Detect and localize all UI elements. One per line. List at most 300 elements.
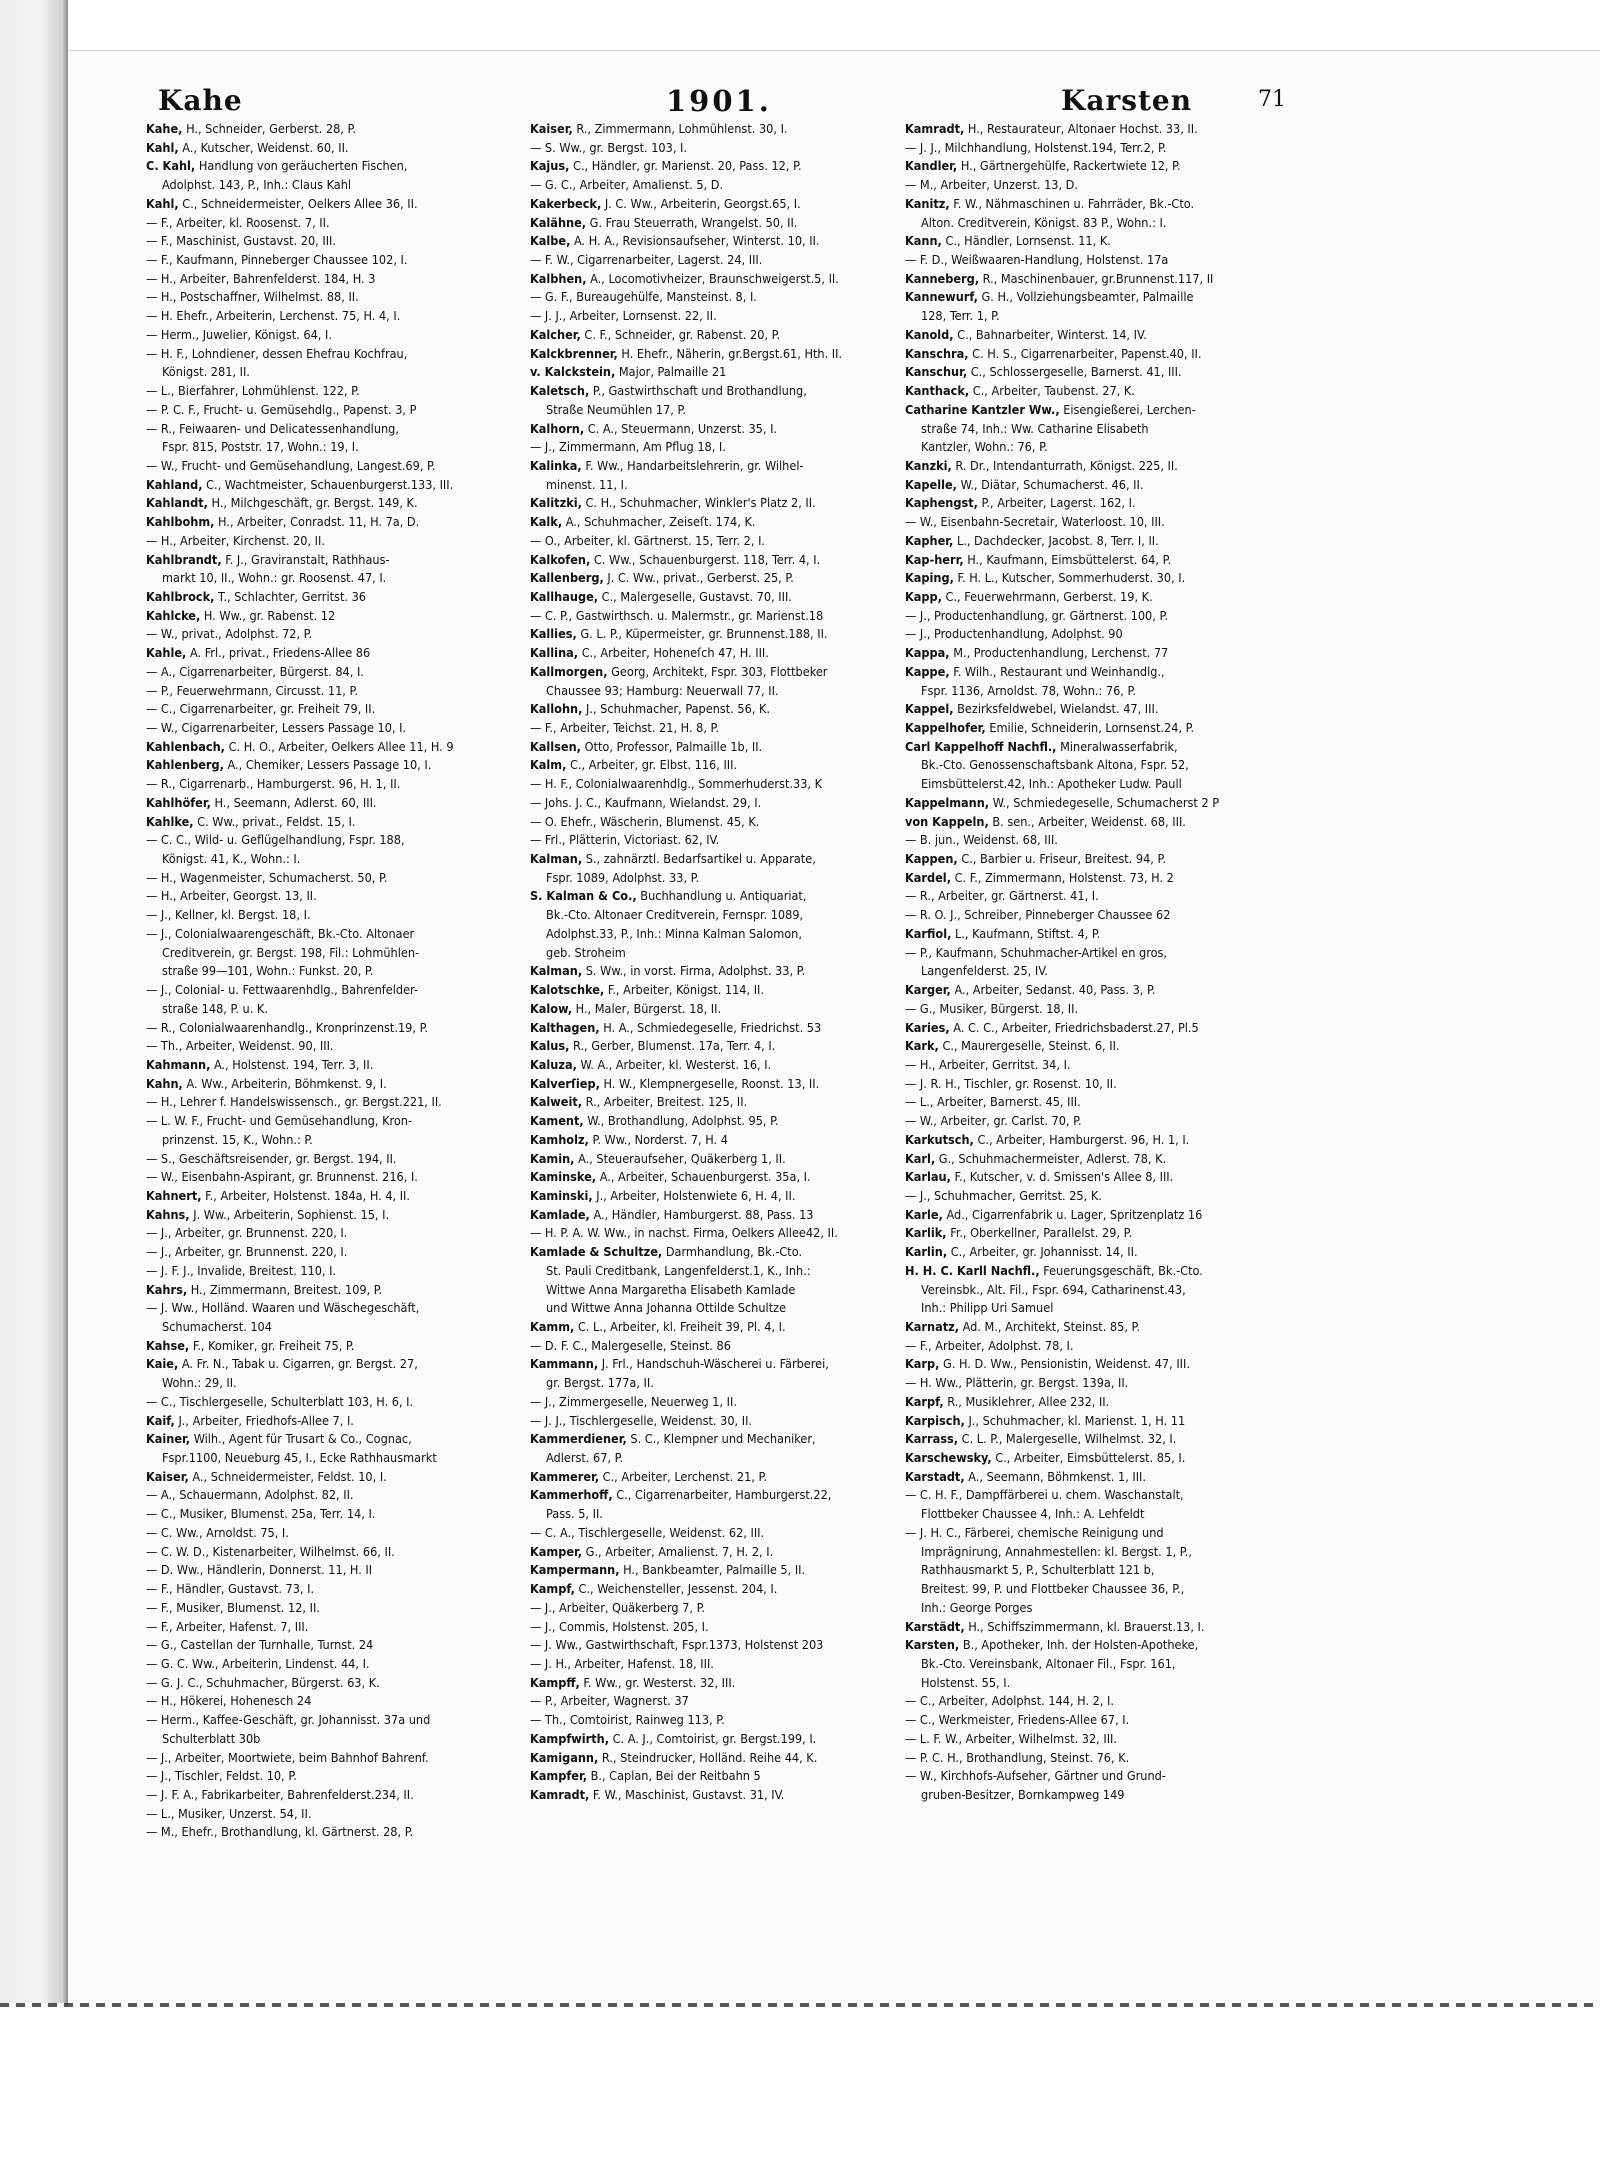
directory-entry-line bbox=[530, 944, 910, 963]
directory-entry-line bbox=[905, 850, 1285, 869]
entry-surname: Karlau, bbox=[905, 1169, 951, 1185]
entry-text: — H., Lehrer f. Handelswissensch., gr. Bergst.221, II. bbox=[146, 1094, 442, 1110]
directory-entry-line bbox=[530, 1374, 910, 1393]
entry-text: H. W., Klempnergeselle, Roonst. 13, II. bbox=[599, 1075, 820, 1091]
entry-text: G. Frau Steuerrath, Wrangelst. 50, II. bbox=[586, 214, 798, 230]
entry-text: C. H. O., Arbeiter, Oelkers Allee 11, H. 9 bbox=[224, 738, 454, 754]
column-middle bbox=[530, 120, 910, 1960]
directory-entry-line bbox=[530, 1486, 910, 1505]
entry-surname: Kahn, bbox=[146, 1075, 183, 1091]
directory-entry-line bbox=[905, 288, 1285, 307]
directory-entry-line bbox=[146, 232, 520, 251]
entry-text: Holstenst. 55, I. bbox=[921, 1674, 1011, 1690]
entry-text: — F., Arbeiter, Adolphst. 78, I. bbox=[905, 1337, 1074, 1353]
entry-surname: Kann, bbox=[905, 233, 942, 249]
entry-surname: Kalthagen, bbox=[530, 1019, 600, 1035]
entry-surname: Kardel, bbox=[905, 869, 951, 885]
directory-entry-line bbox=[146, 1000, 520, 1019]
entry-text: geb. Stroheim bbox=[546, 944, 626, 960]
entry-text: F. Ww., Handarbeitslehrerin, gr. Wilhel- bbox=[581, 457, 804, 473]
directory-entry-line bbox=[905, 476, 1285, 495]
directory-entry-line bbox=[146, 1131, 520, 1150]
entry-surname: Kahrs, bbox=[146, 1281, 188, 1297]
directory-entry-line bbox=[905, 756, 1285, 775]
directory-entry-line bbox=[530, 1299, 910, 1318]
directory-entry-line bbox=[905, 794, 1285, 813]
entry-text: A., Seemann, Böhmkenst. 1, III. bbox=[964, 1468, 1146, 1484]
entry-surname: Kakerbeck, bbox=[530, 195, 602, 211]
entry-text: — J. Ww., Holländ. Waaren und Wäschegeschäft, bbox=[146, 1300, 420, 1316]
directory-entry-line bbox=[530, 195, 910, 214]
entry-surname: Kaletsch, bbox=[530, 383, 590, 399]
entry-text: — J. H., Arbeiter, Hafenst. 18, III. bbox=[530, 1655, 714, 1671]
entry-surname: Kament, bbox=[530, 1113, 584, 1129]
entry-text: — P., Arbeiter, Wagnerst. 37 bbox=[530, 1693, 689, 1709]
entry-surname: Kamm, bbox=[530, 1319, 575, 1334]
entry-text: H. Ww., gr. Rabenst. 12 bbox=[200, 607, 336, 623]
entry-text: C. F., Zimmermann, Holstenst. 73, H. 2 bbox=[951, 869, 1174, 885]
entry-text: G. L. P., Küpermeister, gr. Brunnenst.188, II. bbox=[576, 626, 828, 642]
directory-entry-line bbox=[146, 1618, 520, 1637]
entry-surname: Karsten, bbox=[905, 1637, 960, 1653]
entry-text: C., Bahnarbeiter, Winterst. 14, IV. bbox=[953, 326, 1147, 342]
entry-surname: Kalus, bbox=[530, 1038, 570, 1054]
directory-entry-line bbox=[530, 307, 910, 326]
directory-entry-line bbox=[146, 195, 520, 214]
entry-text: Rathhausmarkt 5, P., Schulterblatt 121 b, bbox=[921, 1562, 1155, 1578]
entry-surname: Kap-herr, bbox=[905, 551, 964, 567]
entry-surname: Kalähne, bbox=[530, 214, 587, 230]
directory-entry-line bbox=[905, 1056, 1285, 1075]
directory-entry-line bbox=[146, 1805, 520, 1824]
directory-entry-line bbox=[905, 775, 1285, 794]
entry-surname: Karpf, bbox=[905, 1393, 944, 1409]
directory-entry-line bbox=[530, 1393, 910, 1412]
directory-entry-line bbox=[146, 1299, 520, 1318]
directory-entry-line bbox=[905, 1393, 1285, 1412]
entry-text: H., Zimmermann, Breitest. 109, P. bbox=[187, 1281, 383, 1297]
entry-text: C., Schlossergeselle, Barnerst. 41, III. bbox=[967, 364, 1182, 380]
entry-text: — S., Geschäftsreisender, gr. Bergst. 194, II. bbox=[146, 1150, 397, 1166]
directory-entry-line bbox=[530, 1000, 910, 1019]
directory-entry-line bbox=[530, 176, 910, 195]
directory-entry-line bbox=[530, 382, 910, 401]
directory-entry-line bbox=[146, 887, 520, 906]
entry-surname: Kahlbrandt, bbox=[146, 551, 222, 567]
entry-text: — J., Arbeiter, Quäkerberg 7, P. bbox=[530, 1599, 706, 1615]
entry-text: S. Ww., in vorst. Firma, Adolphst. 33, P. bbox=[582, 963, 806, 979]
directory-entry-line bbox=[530, 1412, 910, 1431]
directory-entry-line bbox=[905, 1524, 1285, 1543]
entry-surname: Kahlenbach, bbox=[146, 738, 225, 754]
entry-text: A., Holstenst. 194, Terr. 3, II. bbox=[210, 1056, 374, 1072]
directory-entry-line bbox=[146, 1749, 520, 1768]
entry-text: — J. F. J., Invalide, Breitest. 110, I. bbox=[146, 1262, 337, 1278]
entry-text: S. C., Klempner und Mechaniker, bbox=[626, 1431, 816, 1447]
directory-entry-line bbox=[905, 869, 1285, 888]
directory-entry-line bbox=[905, 513, 1285, 532]
entry-text: Inh.: Philipp Uri Samuel bbox=[921, 1300, 1054, 1316]
entry-text: C., Weichensteller, Jessenst. 204, I. bbox=[574, 1581, 778, 1597]
entry-surname: Kanthack, bbox=[905, 383, 970, 399]
entry-text: H., Seemann, Adlerst. 60, III. bbox=[210, 794, 377, 810]
entry-text: Kantzler, Wohn.: 76, P. bbox=[921, 439, 1048, 455]
directory-entry-line bbox=[146, 700, 520, 719]
directory-entry-line bbox=[905, 1430, 1285, 1449]
entry-text: F., Arbeiter, Königst. 114, II. bbox=[604, 982, 764, 998]
directory-entry-line bbox=[146, 981, 520, 1000]
entry-text: W. A., Arbeiter, kl. Westerst. 16, I. bbox=[576, 1056, 772, 1072]
entry-surname: Kamradt, bbox=[530, 1786, 590, 1802]
entry-text: — F., Kaufmann, Pinneberger Chaussee 102, I. bbox=[146, 252, 408, 268]
entry-text: — F., Händler, Gustavst. 73, I. bbox=[146, 1581, 315, 1597]
entry-text: J., Arbeiter, Friedhofs-Allee 7, I. bbox=[174, 1412, 354, 1428]
entry-surname: Karfiol, bbox=[905, 925, 952, 941]
entry-text: gr. Bergst. 177a, II. bbox=[546, 1375, 654, 1391]
directory-entry-line bbox=[146, 401, 520, 420]
entry-text: Breitest. 99, P. und Flottbeker Chaussee 36, P., bbox=[921, 1581, 1185, 1597]
entry-surname: Kaie, bbox=[146, 1356, 179, 1372]
entry-text: — G., Castellan der Turnhalle, Turnst. 24 bbox=[146, 1637, 374, 1653]
entry-text: Buchhandlung u. Antiquariat, bbox=[636, 888, 807, 904]
directory-entry-line bbox=[530, 457, 910, 476]
entry-surname: Kalweit, bbox=[530, 1094, 583, 1110]
directory-entry-line bbox=[146, 382, 520, 401]
directory-entry-line bbox=[146, 682, 520, 701]
directory-entry-line bbox=[146, 794, 520, 813]
entry-text: — G., Musiker, Bürgerst. 18, II. bbox=[905, 1000, 1079, 1016]
directory-entry-line bbox=[905, 1093, 1285, 1112]
directory-entry-line bbox=[905, 569, 1285, 588]
entry-surname: Kalk, bbox=[530, 514, 563, 530]
directory-entry-line bbox=[905, 1206, 1285, 1225]
entry-surname: Karlik, bbox=[905, 1225, 947, 1241]
entry-text: — B. jun., Weidenst. 68, III. bbox=[905, 832, 1058, 848]
entry-surname: Karstädt, bbox=[905, 1618, 965, 1634]
entry-surname: Kahlandt, bbox=[146, 495, 208, 511]
entry-text: — J., Commis, Holstenst. 205, I. bbox=[530, 1618, 709, 1634]
directory-entry-line bbox=[905, 644, 1285, 663]
entry-text: Bezirksfeldwebel, Wielandst. 47, III. bbox=[953, 701, 1159, 717]
entry-text: Handlung von geräucherten Fischen, bbox=[195, 158, 408, 174]
directory-entry-line bbox=[905, 1561, 1285, 1580]
entry-text: P., Arbeiter, Lagerst. 162, I. bbox=[977, 495, 1136, 511]
directory-entry-line bbox=[530, 1168, 910, 1187]
entry-text: — C. P., Gastwirthsch. u. Malermstr., gr. Marienst.18 bbox=[530, 607, 824, 623]
directory-entry-line bbox=[905, 719, 1285, 738]
directory-entry-line bbox=[146, 1449, 520, 1468]
directory-entry-line bbox=[146, 925, 520, 944]
directory-entry-line bbox=[146, 1337, 520, 1356]
entry-text: prinzenst. 15, K., Wohn.: P. bbox=[162, 1131, 313, 1147]
directory-entry-line bbox=[146, 1711, 520, 1730]
entry-text: Vereinsbk., Alt. Fil., Fspr. 694, Catharinenst.43, bbox=[921, 1281, 1186, 1297]
entry-text: H., Schneider, Gerberst. 28, P. bbox=[182, 121, 356, 136]
directory-entry-line bbox=[530, 569, 910, 588]
running-header bbox=[146, 84, 1310, 120]
directory-entry-line bbox=[905, 906, 1285, 925]
entry-text: Bk.-Cto. Genossenschaftsbank Altona, Fspr. 52, bbox=[921, 757, 1189, 773]
entry-text: Alton. Creditverein, Königst. 83 P., Wohn.: I. bbox=[921, 214, 1167, 230]
entry-text: — P., Feuerwehrmann, Circusst. 11, P. bbox=[146, 682, 358, 698]
directory-entry-line bbox=[146, 1599, 520, 1618]
entry-text: — A., Cigarrenarbeiter, Bürgerst. 84, I. bbox=[146, 663, 364, 679]
entry-surname: Kaminske, bbox=[530, 1169, 597, 1185]
directory-entry-line bbox=[146, 251, 520, 270]
directory-entry-line bbox=[146, 1468, 520, 1487]
entry-text: — H. F., Lohndiener, dessen Ehefrau Kochfrau, bbox=[146, 345, 408, 361]
entry-text: — F. D., Weißwaaren-Handlung, Holstenst. 17a bbox=[905, 252, 1169, 268]
directory-entry-line bbox=[146, 532, 520, 551]
directory-entry-line bbox=[530, 1430, 910, 1449]
entry-surname: Kalbe, bbox=[530, 233, 571, 249]
entry-surname: Karstadt, bbox=[905, 1468, 965, 1484]
directory-entry-line bbox=[905, 1730, 1285, 1749]
entry-text: P. Ww., Norderst. 7, H. 4 bbox=[588, 1131, 728, 1147]
directory-entry-line bbox=[530, 756, 910, 775]
entry-text: G. H., Vollziehungsbeamter, Palmaille bbox=[977, 289, 1194, 305]
directory-entry-line bbox=[146, 1692, 520, 1711]
entry-surname: Kahe, bbox=[146, 121, 183, 136]
directory-entry-line bbox=[530, 1206, 910, 1225]
entry-surname: Kappel, bbox=[905, 701, 954, 717]
entry-text: 128, Terr. 1, P. bbox=[921, 308, 1000, 324]
entry-text: Feuerungsgeschäft, Bk.-Cto. bbox=[1039, 1262, 1203, 1278]
entry-surname: Kainer, bbox=[146, 1431, 191, 1447]
directory-entry-line bbox=[146, 157, 520, 176]
entry-surname: Kamlade, bbox=[530, 1206, 590, 1222]
directory-entry-line bbox=[530, 551, 910, 570]
entry-text: — S. Ww., gr. Bergst. 103, I. bbox=[530, 139, 687, 155]
entry-text: G. H. D. Ww., Pensionistin, Weidenst. 47, III. bbox=[939, 1356, 1190, 1372]
entry-text: R. Dr., Intendanturrath, Königst. 225, II. bbox=[951, 457, 1178, 473]
entry-surname: Kappa, bbox=[905, 645, 950, 661]
directory-entry-line bbox=[905, 232, 1285, 251]
directory-entry-line bbox=[146, 906, 520, 925]
entry-text: markt 10, II., Wohn.: gr. Roosenst. 47, I. bbox=[162, 570, 387, 586]
directory-entry-line bbox=[530, 1112, 910, 1131]
directory-entry-line bbox=[530, 232, 910, 251]
entry-text: Adolphst. 143, P., Inh.: Claus Kahl bbox=[162, 177, 352, 193]
entry-surname: Kahle, bbox=[146, 645, 187, 661]
entry-text: — O. Ehefr., Wäscherin, Blumenst. 45, K. bbox=[530, 813, 760, 829]
entry-text: Georg, Architekt, Fspr. 303, Flottbeker bbox=[607, 663, 828, 679]
entry-text: — Herm., Kaffee-Geschäft, gr. Johannisst. 37a und bbox=[146, 1712, 431, 1728]
entry-surname: Karschewsky, bbox=[905, 1450, 992, 1466]
entry-text: A., Schuhmacher, Zeiseſt. 174, K. bbox=[562, 514, 756, 530]
entry-text: St. Pauli Creditbank, Langenfelderst.1, K., Inh.: bbox=[546, 1262, 811, 1278]
entry-surname: Kalow, bbox=[530, 1000, 573, 1016]
directory-entry-line bbox=[146, 663, 520, 682]
entry-text: T., Schlachter, Gerritst. 36 bbox=[214, 588, 366, 604]
directory-entry-line bbox=[530, 251, 910, 270]
directory-entry-line bbox=[530, 1262, 910, 1281]
entry-text: A. H. A., Revisionsaufseher, Winterst. 10, II. bbox=[570, 233, 820, 249]
entry-text: C., Arbeiter, Taubenst. 27, K. bbox=[969, 383, 1135, 399]
entry-text: — C. W. D., Kistenarbeiter, Wilhelmst. 66, II. bbox=[146, 1543, 395, 1559]
directory-entry-line bbox=[530, 401, 910, 420]
directory-entry-line bbox=[905, 1449, 1285, 1468]
directory-entry-line bbox=[146, 438, 520, 457]
directory-entry-line bbox=[905, 251, 1285, 270]
entry-text: A. Fr. N., Tabak u. Cigarren, gr. Bergst. 27, bbox=[178, 1356, 418, 1372]
directory-entry-line bbox=[146, 1823, 520, 1842]
entry-text: A., Händler, Hamburgerst. 88, Pass. 13 bbox=[589, 1206, 814, 1222]
entry-surname: Kamradt, bbox=[905, 121, 965, 136]
entry-surname: Kanzki, bbox=[905, 457, 952, 473]
directory-entry-line bbox=[905, 1281, 1285, 1300]
directory-entry-line bbox=[530, 607, 910, 626]
entry-text: — O., Arbeiter, kl. Gärtnerst. 15, Terr. 2, I. bbox=[530, 532, 766, 548]
entry-text: — W., Eisenbahn-Secretair, Waterloost. 10, III. bbox=[905, 514, 1165, 530]
entry-surname: Kallsen, bbox=[530, 738, 581, 754]
directory-entry-line bbox=[530, 513, 910, 532]
entry-text: C. H. S., Cigarrenarbeiter, Papenst.40, II. bbox=[968, 345, 1202, 361]
directory-entry-line bbox=[146, 588, 520, 607]
entry-surname: Kappelmann, bbox=[905, 794, 990, 810]
entry-surname: Kampermann, bbox=[530, 1562, 620, 1578]
entry-text: — C. Ww., Arnoldst. 75, I. bbox=[146, 1524, 289, 1540]
directory-entry-line bbox=[530, 1187, 910, 1206]
entry-text: — A., Schauermann, Adolphst. 82, II. bbox=[146, 1487, 354, 1503]
column-right bbox=[905, 120, 1285, 1960]
entry-text: R., Arbeiter, Breitest. 125, II. bbox=[582, 1094, 748, 1110]
directory-entry-line bbox=[905, 813, 1285, 832]
entry-surname: C. Kahl, bbox=[146, 158, 196, 174]
entry-text: — L. F. W., Arbeiter, Wilhelmst. 32, III. bbox=[905, 1730, 1117, 1746]
entry-text: G., Schuhmachermeister, Adlerst. 78, K. bbox=[935, 1150, 1167, 1166]
entry-text: Fspr. 1136, Arnoldst. 78, Wohn.: 76, P. bbox=[921, 682, 1136, 698]
entry-text: Pass. 5, II. bbox=[546, 1506, 603, 1522]
entry-text: — L. W. F., Frucht- und Gemüsehandlung, Kron- bbox=[146, 1113, 413, 1129]
directory-entry-line bbox=[146, 1355, 520, 1374]
directory-entry-line bbox=[530, 644, 910, 663]
directory-entry-line bbox=[905, 457, 1285, 476]
entry-text: A., Steueraufseher, Quäkerberg 1, II. bbox=[574, 1150, 786, 1166]
directory-entry-line bbox=[905, 962, 1285, 981]
entry-text: — F. W., Cigarrenarbeiter, Lagerst. 24, III. bbox=[530, 252, 763, 268]
directory-entry-line bbox=[146, 326, 520, 345]
entry-surname: Kaping, bbox=[905, 570, 954, 586]
entry-surname: Kapher, bbox=[905, 532, 954, 548]
entry-text: — W., Eisenbahn-Aspirant, gr. Brunnenst. 216, I. bbox=[146, 1169, 418, 1185]
entry-text: — F., Musiker, Blumenst. 12, II. bbox=[146, 1599, 320, 1615]
entry-surname: Karp, bbox=[905, 1356, 940, 1372]
directory-entry-line bbox=[530, 831, 910, 850]
directory-entry-line bbox=[530, 1561, 910, 1580]
entry-surname: Karl, bbox=[905, 1150, 936, 1166]
entry-text: — C., Werkmeister, Friedens-Allee 67, I. bbox=[905, 1712, 1130, 1728]
entry-text: A. Ww., Arbeiterin, Böhmkenst. 9, I. bbox=[182, 1075, 387, 1091]
directory-entry-line bbox=[530, 1543, 910, 1562]
entry-surname: Kampf, bbox=[530, 1581, 575, 1597]
directory-entry-line bbox=[146, 1636, 520, 1655]
directory-entry-line bbox=[905, 1674, 1285, 1693]
directory-entry-line bbox=[146, 1206, 520, 1225]
entry-text: Wilh., Agent für Trusart & Co., Cognac, bbox=[190, 1431, 412, 1447]
entry-text: Eimsbüttelerst.42, Inh.: Apotheker Ludw. Paull bbox=[921, 776, 1182, 792]
directory-entry-line bbox=[146, 1019, 520, 1038]
directory-entry-line bbox=[905, 1580, 1285, 1599]
entry-text: — J., Tischler, Feldst. 10, P. bbox=[146, 1768, 297, 1784]
directory-entry-line bbox=[530, 1318, 910, 1337]
entry-text: C., Schneidermeister, Oelkers Allee 36, II. bbox=[178, 195, 418, 211]
entry-surname: Kampff, bbox=[530, 1674, 580, 1690]
entry-text: C., Maurergeselle, Steinst. 6, II. bbox=[938, 1038, 1120, 1054]
entry-text: C. A., Steuermann, Unzerst. 35, I. bbox=[584, 420, 778, 436]
entry-text: Bk.-Cto. Vereinsbank, Altonaer Fil., Fspr. 161, bbox=[921, 1655, 1176, 1671]
entry-text: minenst. 11, I. bbox=[546, 476, 628, 492]
entry-text: Bk.-Cto. Altonaer Creditverein, Fernspr. 1089, bbox=[546, 907, 804, 923]
directory-entry-line bbox=[146, 476, 520, 495]
entry-surname: Kanschur, bbox=[905, 364, 968, 380]
directory-entry-line bbox=[146, 962, 520, 981]
directory-entry-line bbox=[146, 513, 520, 532]
directory-entry-line bbox=[905, 1299, 1285, 1318]
directory-entry-line bbox=[530, 1150, 910, 1169]
directory-entry-line bbox=[530, 1075, 910, 1094]
entry-surname: Kanneberg, bbox=[905, 270, 980, 286]
entry-text: — H., Arbeiter, Bahrenfelderst. 184, H. 3 bbox=[146, 270, 376, 286]
directory-entry-line bbox=[530, 738, 910, 757]
directory-entry-line bbox=[530, 1019, 910, 1038]
entry-surname: Catharine Kantzler Ww., bbox=[905, 401, 1060, 417]
entry-text: — R., Arbeiter, gr. Gärtnerst. 41, I. bbox=[905, 888, 1099, 904]
entry-text: J. C. Ww., Arbeiterin, Georgst.65, I. bbox=[601, 195, 801, 211]
entry-text: H., Schiffszimmermann, kl. Brauerst.13, I. bbox=[964, 1618, 1205, 1634]
entry-text: Adlerst. 67, P. bbox=[546, 1450, 624, 1466]
entry-text: straße 74, Inh.: Ww. Catharine Elisabeth bbox=[921, 420, 1149, 436]
directory-entry-line bbox=[530, 1711, 910, 1730]
directory-entry-line bbox=[530, 1655, 910, 1674]
directory-entry-line bbox=[146, 270, 520, 289]
entry-surname: Kamholz, bbox=[530, 1131, 589, 1147]
directory-entry-line bbox=[530, 869, 910, 888]
entry-text: M., Productenhandlung, Lerchenst. 77 bbox=[949, 645, 1169, 661]
entry-text: — P. C. F., Frucht- u. Gemüsehdlg., Papenst. 3, P bbox=[146, 401, 417, 417]
entry-text: — G. F., Bureaugehülfe, Mansteinst. 8, I. bbox=[530, 289, 757, 305]
directory-entry-line bbox=[530, 214, 910, 233]
entry-text: — J., Colonialwaarengeschäft, Bk.-Cto. Altonaer bbox=[146, 925, 415, 941]
directory-entry-line bbox=[905, 438, 1285, 457]
directory-entry-line bbox=[905, 831, 1285, 850]
directory-entry-line bbox=[530, 1692, 910, 1711]
entry-text: L., Kaufmann, Stiftst. 4, P. bbox=[951, 925, 1101, 941]
entry-surname: von Kappeln, bbox=[905, 813, 989, 829]
entry-surname: Kappelhofer, bbox=[905, 720, 986, 735]
entry-text: G., Arbeiter, Amalienst. 7, H. 2, I. bbox=[582, 1543, 774, 1559]
entry-text: — W., Frucht- und Gemüsehandlung, Langest.69, P. bbox=[146, 457, 436, 473]
directory-entry-line bbox=[905, 401, 1285, 420]
entry-surname: Kammann, bbox=[530, 1356, 599, 1372]
directory-entry-line bbox=[146, 363, 520, 382]
entry-text: — D. F. C., Malergeselle, Steinst. 86 bbox=[530, 1337, 731, 1353]
entry-text: — C., Musiker, Blumenst. 25a, Terr. 14, I. bbox=[146, 1506, 376, 1522]
directory-entry-line bbox=[146, 1674, 520, 1693]
directory-entry-line bbox=[530, 906, 910, 925]
directory-entry-line bbox=[905, 682, 1285, 701]
page-bottom-edge bbox=[0, 2003, 1600, 2007]
directory-entry-line bbox=[146, 813, 520, 832]
entry-surname: Kammerer, bbox=[530, 1468, 600, 1484]
entry-text: — J., Zimmergeselle, Neuerweg 1, II. bbox=[530, 1393, 737, 1409]
entry-surname: Kamper, bbox=[530, 1543, 583, 1559]
entry-text: Wittwe Anna Margaretha Elisabeth Kamlade bbox=[546, 1281, 796, 1297]
entry-text: C., Arbeiter, gr. Elbst. 116, III. bbox=[566, 757, 738, 773]
entry-text: R., Maschinenbauer, gr.Brunnenst.117, II bbox=[979, 270, 1214, 286]
directory-entry-line bbox=[146, 1786, 520, 1805]
book-binding-shadow bbox=[0, 0, 68, 2005]
